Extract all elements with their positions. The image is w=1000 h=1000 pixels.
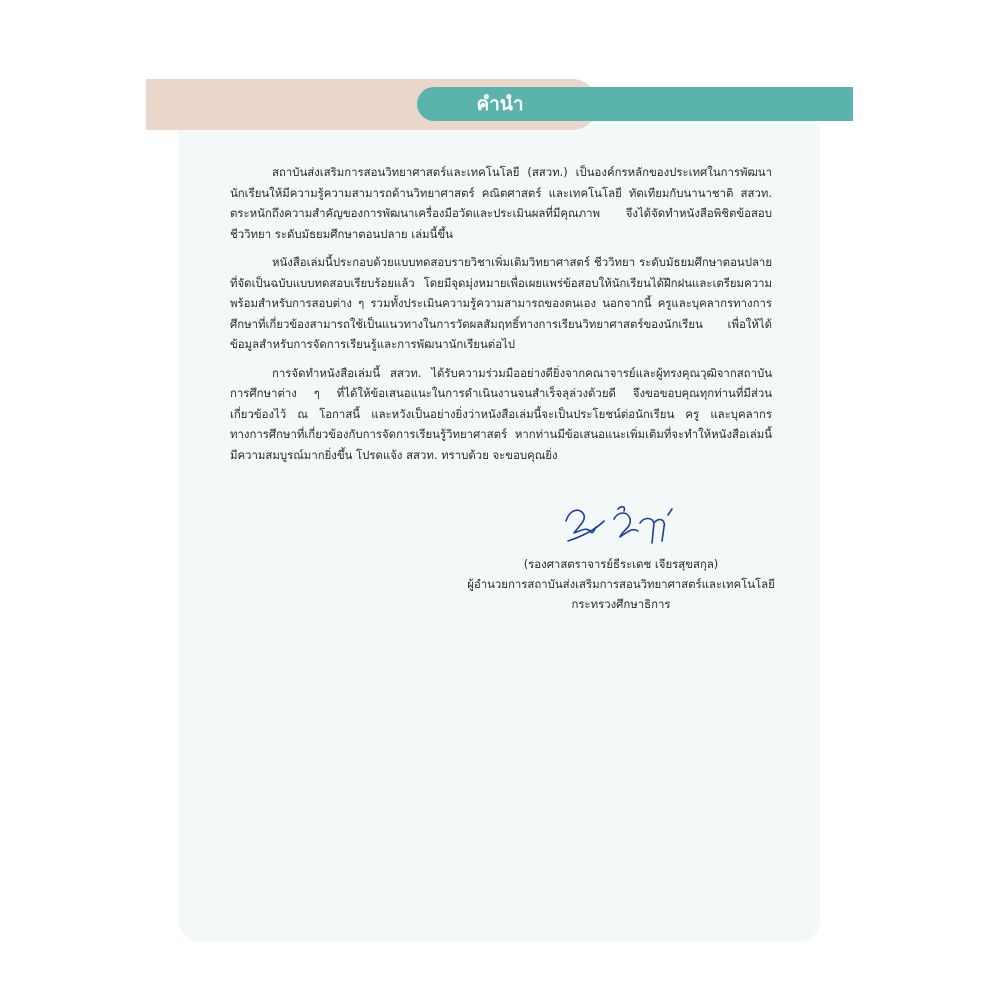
preface-body: [230, 162, 772, 473]
preface-paragraph-2: หนังสือเล่มนี้ประกอบด้วยแบบทดสอบรายวิชาเพิ่มเติมวิทยาศาสตร์ ชีววิทยา ระดับมัธยมศึกษาตอนปลายที่จัดเป็นฉบับแบบทดสอบเรียบร้อยแล้ว โดยมีจุดมุ่งหมายเพื่อเผยแพร่ข้อสอบให้นักเรียนได้ฝึกฝนและเตรียมความพร้อมสำหรับการสอบต่าง ๆ รวมทั้งประเมินความรู้ความสามารถของตนเอง นอกจากนี้ ครูและบุคลากรทางการศึกษาที่เกี่ยวข้องสามารถใช้เป็นแนวทางในการวัดผลสัมฤทธิ์ทางการเรียนวิทยาศาสตร์ของนักเรียน เพื่อให้ได้ข้อมูลสำหรับการจัดการเรียนรู้และการพัฒนานักเรียนต่อไป: [230, 255, 772, 351]
signer-name: (รองศาสตราจารย์ธีระเดช เจียรสุขสกุล): [523, 557, 719, 571]
page-title: คำนำ: [476, 93, 524, 115]
signer-block: [440, 554, 802, 614]
signer-organization: กระทรวงศึกษาธิการ: [571, 597, 671, 611]
signer-title: ผู้อำนวยการสถาบันส่งเสริมการสอนวิทยาศาสตร์และเทคโนโลยี: [467, 577, 775, 591]
preface-paragraph-3: การจัดทำหนังสือเล่มนี้ สสวท. ได้รับความร่วมมืออย่างดียิ่งจากคณาจารย์และผู้ทรงคุณวุฒิจากสถาบันการศึกษาต่าง ๆ ที่ได้ให้ข้อเสนอแนะในการดำเนินงานจนสำเร็จลุล่วงด้วยดี จึงขอขอบคุณทุกท่านที่มีส่วนเกี่ยวข้องไว้ ณ โอกาสนี้ และหวังเป็นอย่างยิ่งว่าหนังสือเล่มนี้จะเป็นประโยชน์ต่อนักเรียน ครู และบุคลากรทางการศึกษาที่เกี่ยวข้องกับการจัดการเรียนรู้วิทยาศาสตร์ หากท่านมีข้อเสนอแนะเพิ่มเติมที่จะทำให้หนังสือเล่มนี้มีความสมบูรณ์มากยิ่งขึ้น โปรดแจ้ง สสวท. ทราบด้วย จะขอบคุณยิ่ง: [230, 365, 772, 462]
preface-paragraph-1: สถาบันส่งเสริมการสอนวิทยาศาสตร์และเทคโนโลยี (สสวท.) เป็นองค์กรหลักของประเทศในการพัฒนานักเรียนให้มีความรู้ความสามารถด้านวิทยาศาสตร์ คณิตศาสตร์ และเทคโนโลยี ทัดเทียมกับนานาชาติ สสวท. ตระหนักถึงความสำคัญของการพัฒนาเครื่องมือวัดและประเมินผลที่มีคุณภาพ จึงได้จัดทำหนังสือพิชิตข้อสอบชีววิทยา ระดับมัธยมศึกษาตอนปลาย เล่มนี้ขึ้น: [230, 165, 772, 241]
handwritten-signature: [560, 497, 678, 549]
